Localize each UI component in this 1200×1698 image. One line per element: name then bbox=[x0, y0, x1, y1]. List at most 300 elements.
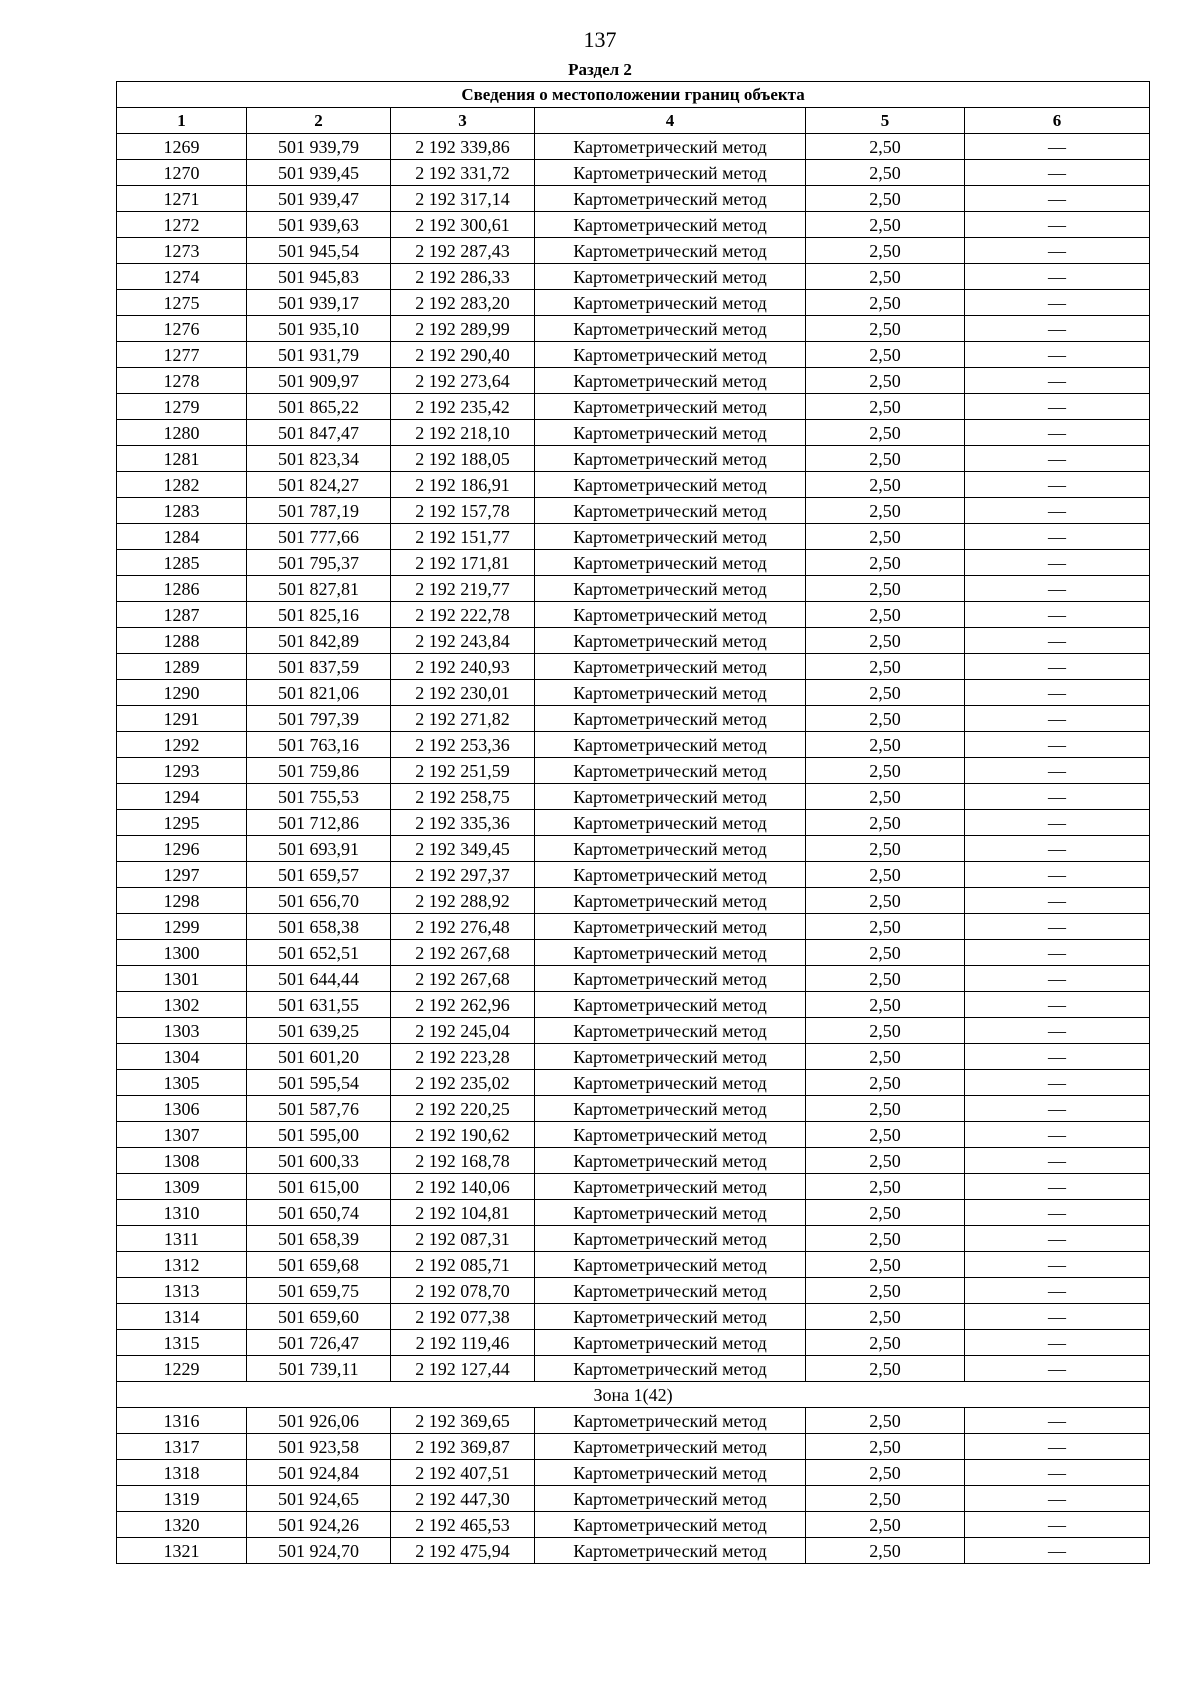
description-cell: — bbox=[965, 160, 1150, 186]
accuracy-cell: 2,50 bbox=[806, 810, 965, 836]
description-cell: — bbox=[965, 602, 1150, 628]
y-coordinate-cell: 2 192 331,72 bbox=[391, 160, 535, 186]
description-cell: — bbox=[965, 1200, 1150, 1226]
method-cell: Картометрический метод bbox=[535, 1044, 806, 1070]
accuracy-cell: 2,50 bbox=[806, 888, 965, 914]
x-coordinate-cell: 501 595,54 bbox=[247, 1070, 391, 1096]
table-row bbox=[117, 1096, 1150, 1122]
x-coordinate-cell: 501 797,39 bbox=[247, 706, 391, 732]
accuracy-cell: 2,50 bbox=[806, 1200, 965, 1226]
x-coordinate-cell: 501 787,19 bbox=[247, 498, 391, 524]
table-row bbox=[117, 1018, 1150, 1044]
description-cell: — bbox=[965, 1538, 1150, 1564]
y-coordinate-cell: 2 192 243,84 bbox=[391, 628, 535, 654]
accuracy-cell: 2,50 bbox=[806, 1304, 965, 1330]
description-cell: — bbox=[965, 1434, 1150, 1460]
y-coordinate-cell: 2 192 251,59 bbox=[391, 758, 535, 784]
method-cell: Картометрический метод bbox=[535, 1538, 806, 1564]
table-row bbox=[117, 316, 1150, 342]
x-coordinate-cell: 501 935,10 bbox=[247, 316, 391, 342]
description-cell: — bbox=[965, 550, 1150, 576]
y-coordinate-cell: 2 192 222,78 bbox=[391, 602, 535, 628]
y-coordinate-cell: 2 192 447,30 bbox=[391, 1486, 535, 1512]
table-row bbox=[117, 1148, 1150, 1174]
y-coordinate-cell: 2 192 267,68 bbox=[391, 940, 535, 966]
description-cell: — bbox=[965, 628, 1150, 654]
method-cell: Картометрический метод bbox=[535, 212, 806, 238]
table-row bbox=[117, 1408, 1150, 1434]
table-row bbox=[117, 1226, 1150, 1252]
method-cell: Картометрический метод bbox=[535, 472, 806, 498]
accuracy-cell: 2,50 bbox=[806, 602, 965, 628]
accuracy-cell: 2,50 bbox=[806, 940, 965, 966]
description-cell: — bbox=[965, 1278, 1150, 1304]
table-row bbox=[117, 576, 1150, 602]
column-header: 1 bbox=[117, 108, 247, 134]
description-cell: — bbox=[965, 1096, 1150, 1122]
method-cell: Картометрический метод bbox=[535, 862, 806, 888]
description-cell: — bbox=[965, 264, 1150, 290]
point-number-cell: 1312 bbox=[117, 1252, 247, 1278]
point-number-cell: 1289 bbox=[117, 654, 247, 680]
accuracy-cell: 2,50 bbox=[806, 186, 965, 212]
method-cell: Картометрический метод bbox=[535, 888, 806, 914]
table-title: Сведения о местоположении границ объекта bbox=[117, 82, 1150, 108]
x-coordinate-cell: 501 759,86 bbox=[247, 758, 391, 784]
method-cell: Картометрический метод bbox=[535, 342, 806, 368]
description-cell: — bbox=[965, 238, 1150, 264]
point-number-cell: 1284 bbox=[117, 524, 247, 550]
table-row bbox=[117, 186, 1150, 212]
y-coordinate-cell: 2 192 407,51 bbox=[391, 1460, 535, 1486]
accuracy-cell: 2,50 bbox=[806, 160, 965, 186]
table-row bbox=[117, 1538, 1150, 1564]
x-coordinate-cell: 501 650,74 bbox=[247, 1200, 391, 1226]
accuracy-cell: 2,50 bbox=[806, 1018, 965, 1044]
point-number-cell: 1291 bbox=[117, 706, 247, 732]
table-row bbox=[117, 420, 1150, 446]
point-number-cell: 1280 bbox=[117, 420, 247, 446]
y-coordinate-cell: 2 192 286,33 bbox=[391, 264, 535, 290]
x-coordinate-cell: 501 823,34 bbox=[247, 446, 391, 472]
table-row bbox=[117, 1252, 1150, 1278]
description-cell: — bbox=[965, 1512, 1150, 1538]
description-cell: — bbox=[965, 524, 1150, 550]
description-cell: — bbox=[965, 1044, 1150, 1070]
description-cell: — bbox=[965, 680, 1150, 706]
description-cell: — bbox=[965, 810, 1150, 836]
table-body bbox=[117, 134, 1150, 1564]
method-cell: Картометрический метод bbox=[535, 1330, 806, 1356]
accuracy-cell: 2,50 bbox=[806, 732, 965, 758]
point-number-cell: 1300 bbox=[117, 940, 247, 966]
point-number-cell: 1285 bbox=[117, 550, 247, 576]
method-cell: Картометрический метод bbox=[535, 368, 806, 394]
x-coordinate-cell: 501 763,16 bbox=[247, 732, 391, 758]
point-number-cell: 1299 bbox=[117, 914, 247, 940]
x-coordinate-cell: 501 931,79 bbox=[247, 342, 391, 368]
y-coordinate-cell: 2 192 300,61 bbox=[391, 212, 535, 238]
accuracy-cell: 2,50 bbox=[806, 550, 965, 576]
accuracy-cell: 2,50 bbox=[806, 706, 965, 732]
x-coordinate-cell: 501 842,89 bbox=[247, 628, 391, 654]
y-coordinate-cell: 2 192 218,10 bbox=[391, 420, 535, 446]
x-coordinate-cell: 501 659,57 bbox=[247, 862, 391, 888]
point-number-cell: 1305 bbox=[117, 1070, 247, 1096]
y-coordinate-cell: 2 192 220,25 bbox=[391, 1096, 535, 1122]
method-cell: Картометрический метод bbox=[535, 1512, 806, 1538]
point-number-cell: 1270 bbox=[117, 160, 247, 186]
table-row bbox=[117, 1460, 1150, 1486]
method-cell: Картометрический метод bbox=[535, 1460, 806, 1486]
description-cell: — bbox=[965, 498, 1150, 524]
description-cell: — bbox=[965, 654, 1150, 680]
accuracy-cell: 2,50 bbox=[806, 862, 965, 888]
table-row bbox=[117, 992, 1150, 1018]
point-number-cell: 1286 bbox=[117, 576, 247, 602]
table-row bbox=[117, 160, 1150, 186]
accuracy-cell: 2,50 bbox=[806, 1148, 965, 1174]
y-coordinate-cell: 2 192 253,36 bbox=[391, 732, 535, 758]
y-coordinate-cell: 2 192 290,40 bbox=[391, 342, 535, 368]
point-number-cell: 1272 bbox=[117, 212, 247, 238]
point-number-cell: 1320 bbox=[117, 1512, 247, 1538]
y-coordinate-cell: 2 192 369,65 bbox=[391, 1408, 535, 1434]
method-cell: Картометрический метод bbox=[535, 498, 806, 524]
accuracy-cell: 2,50 bbox=[806, 290, 965, 316]
y-coordinate-cell: 2 192 186,91 bbox=[391, 472, 535, 498]
point-number-cell: 1283 bbox=[117, 498, 247, 524]
y-coordinate-cell: 2 192 119,46 bbox=[391, 1330, 535, 1356]
point-number-cell: 1273 bbox=[117, 238, 247, 264]
description-cell: — bbox=[965, 758, 1150, 784]
table-row bbox=[117, 1356, 1150, 1382]
table-row bbox=[117, 732, 1150, 758]
table-row bbox=[117, 1278, 1150, 1304]
accuracy-cell: 2,50 bbox=[806, 342, 965, 368]
zone-label: Зона 1(42) bbox=[117, 1382, 1150, 1408]
point-number-cell: 1315 bbox=[117, 1330, 247, 1356]
description-cell: — bbox=[965, 1226, 1150, 1252]
description-cell: — bbox=[965, 992, 1150, 1018]
accuracy-cell: 2,50 bbox=[806, 1330, 965, 1356]
y-coordinate-cell: 2 192 339,86 bbox=[391, 134, 535, 160]
point-number-cell: 1303 bbox=[117, 1018, 247, 1044]
y-coordinate-cell: 2 192 151,77 bbox=[391, 524, 535, 550]
description-cell: — bbox=[965, 472, 1150, 498]
accuracy-cell: 2,50 bbox=[806, 446, 965, 472]
accuracy-cell: 2,50 bbox=[806, 654, 965, 680]
x-coordinate-cell: 501 847,47 bbox=[247, 420, 391, 446]
point-number-cell: 1282 bbox=[117, 472, 247, 498]
y-coordinate-cell: 2 192 283,20 bbox=[391, 290, 535, 316]
zone-row bbox=[117, 1382, 1150, 1408]
method-cell: Картометрический метод bbox=[535, 1018, 806, 1044]
method-cell: Картометрический метод bbox=[535, 524, 806, 550]
table-row bbox=[117, 1044, 1150, 1070]
accuracy-cell: 2,50 bbox=[806, 1096, 965, 1122]
section-title: Раздел 2 bbox=[568, 60, 632, 79]
point-number-cell: 1274 bbox=[117, 264, 247, 290]
x-coordinate-cell: 501 837,59 bbox=[247, 654, 391, 680]
x-coordinate-cell: 501 825,16 bbox=[247, 602, 391, 628]
table-row bbox=[117, 550, 1150, 576]
x-coordinate-cell: 501 658,39 bbox=[247, 1226, 391, 1252]
description-cell: — bbox=[965, 394, 1150, 420]
accuracy-cell: 2,50 bbox=[806, 1538, 965, 1564]
x-coordinate-cell: 501 595,00 bbox=[247, 1122, 391, 1148]
description-cell: — bbox=[965, 186, 1150, 212]
description-cell: — bbox=[965, 368, 1150, 394]
x-coordinate-cell: 501 939,45 bbox=[247, 160, 391, 186]
x-coordinate-cell: 501 923,58 bbox=[247, 1434, 391, 1460]
point-number-cell: 1271 bbox=[117, 186, 247, 212]
y-coordinate-cell: 2 192 258,75 bbox=[391, 784, 535, 810]
accuracy-cell: 2,50 bbox=[806, 394, 965, 420]
table-row bbox=[117, 1304, 1150, 1330]
method-cell: Картометрический метод bbox=[535, 706, 806, 732]
point-number-cell: 1279 bbox=[117, 394, 247, 420]
y-coordinate-cell: 2 192 235,42 bbox=[391, 394, 535, 420]
description-cell: — bbox=[965, 706, 1150, 732]
y-coordinate-cell: 2 192 127,44 bbox=[391, 1356, 535, 1382]
accuracy-cell: 2,50 bbox=[806, 1408, 965, 1434]
method-cell: Картометрический метод bbox=[535, 784, 806, 810]
accuracy-cell: 2,50 bbox=[806, 1122, 965, 1148]
method-cell: Картометрический метод bbox=[535, 654, 806, 680]
description-cell: — bbox=[965, 836, 1150, 862]
y-coordinate-cell: 2 192 289,99 bbox=[391, 316, 535, 342]
y-coordinate-cell: 2 192 104,81 bbox=[391, 1200, 535, 1226]
point-number-cell: 1306 bbox=[117, 1096, 247, 1122]
description-cell: — bbox=[965, 940, 1150, 966]
table-title-row bbox=[117, 82, 1150, 108]
accuracy-cell: 2,50 bbox=[806, 1512, 965, 1538]
method-cell: Картометрический метод bbox=[535, 1252, 806, 1278]
accuracy-cell: 2,50 bbox=[806, 264, 965, 290]
accuracy-cell: 2,50 bbox=[806, 1252, 965, 1278]
description-cell: — bbox=[965, 862, 1150, 888]
x-coordinate-cell: 501 945,83 bbox=[247, 264, 391, 290]
description-cell: — bbox=[965, 1460, 1150, 1486]
x-coordinate-cell: 501 824,27 bbox=[247, 472, 391, 498]
x-coordinate-cell: 501 712,86 bbox=[247, 810, 391, 836]
x-coordinate-cell: 501 755,53 bbox=[247, 784, 391, 810]
x-coordinate-cell: 501 924,65 bbox=[247, 1486, 391, 1512]
point-number-cell: 1307 bbox=[117, 1122, 247, 1148]
x-coordinate-cell: 501 924,70 bbox=[247, 1538, 391, 1564]
point-number-cell: 1314 bbox=[117, 1304, 247, 1330]
accuracy-cell: 2,50 bbox=[806, 212, 965, 238]
x-coordinate-cell: 501 587,76 bbox=[247, 1096, 391, 1122]
method-cell: Картометрический метод bbox=[535, 940, 806, 966]
method-cell: Картометрический метод bbox=[535, 602, 806, 628]
method-cell: Картометрический метод bbox=[535, 420, 806, 446]
point-number-cell: 1313 bbox=[117, 1278, 247, 1304]
description-cell: — bbox=[965, 1070, 1150, 1096]
y-coordinate-cell: 2 192 335,36 bbox=[391, 810, 535, 836]
x-coordinate-cell: 501 865,22 bbox=[247, 394, 391, 420]
table-row bbox=[117, 862, 1150, 888]
table-row bbox=[117, 394, 1150, 420]
description-cell: — bbox=[965, 576, 1150, 602]
method-cell: Картометрический метод bbox=[535, 290, 806, 316]
table-row bbox=[117, 706, 1150, 732]
column-header: 5 bbox=[806, 108, 965, 134]
y-coordinate-cell: 2 192 369,87 bbox=[391, 1434, 535, 1460]
table-row bbox=[117, 1434, 1150, 1460]
table-row bbox=[117, 1512, 1150, 1538]
accuracy-cell: 2,50 bbox=[806, 576, 965, 602]
y-coordinate-cell: 2 192 087,31 bbox=[391, 1226, 535, 1252]
x-coordinate-cell: 501 644,44 bbox=[247, 966, 391, 992]
point-number-cell: 1311 bbox=[117, 1226, 247, 1252]
method-cell: Картометрический метод bbox=[535, 1434, 806, 1460]
accuracy-cell: 2,50 bbox=[806, 992, 965, 1018]
description-cell: — bbox=[965, 342, 1150, 368]
point-number-cell: 1288 bbox=[117, 628, 247, 654]
description-cell: — bbox=[965, 1018, 1150, 1044]
x-coordinate-cell: 501 795,37 bbox=[247, 550, 391, 576]
accuracy-cell: 2,50 bbox=[806, 524, 965, 550]
description-cell: — bbox=[965, 1486, 1150, 1512]
table-row bbox=[117, 134, 1150, 160]
accuracy-cell: 2,50 bbox=[806, 1486, 965, 1512]
description-cell: — bbox=[965, 1148, 1150, 1174]
x-coordinate-cell: 501 600,33 bbox=[247, 1148, 391, 1174]
y-coordinate-cell: 2 192 245,04 bbox=[391, 1018, 535, 1044]
table-row bbox=[117, 368, 1150, 394]
method-cell: Картометрический метод bbox=[535, 1408, 806, 1434]
x-coordinate-cell: 501 945,54 bbox=[247, 238, 391, 264]
x-coordinate-cell: 501 631,55 bbox=[247, 992, 391, 1018]
description-cell: — bbox=[965, 290, 1150, 316]
description-cell: — bbox=[965, 212, 1150, 238]
method-cell: Картометрический метод bbox=[535, 576, 806, 602]
method-cell: Картометрический метод bbox=[535, 1200, 806, 1226]
y-coordinate-cell: 2 192 287,43 bbox=[391, 238, 535, 264]
point-number-cell: 1278 bbox=[117, 368, 247, 394]
method-cell: Картометрический метод bbox=[535, 732, 806, 758]
accuracy-cell: 2,50 bbox=[806, 1356, 965, 1382]
table-row bbox=[117, 602, 1150, 628]
table-row bbox=[117, 758, 1150, 784]
x-coordinate-cell: 501 909,97 bbox=[247, 368, 391, 394]
method-cell: Картометрический метод bbox=[535, 914, 806, 940]
table-row bbox=[117, 524, 1150, 550]
x-coordinate-cell: 501 639,25 bbox=[247, 1018, 391, 1044]
x-coordinate-cell: 501 615,00 bbox=[247, 1174, 391, 1200]
description-cell: — bbox=[965, 784, 1150, 810]
point-number-cell: 1292 bbox=[117, 732, 247, 758]
point-number-cell: 1302 bbox=[117, 992, 247, 1018]
method-cell: Картометрический метод bbox=[535, 264, 806, 290]
y-coordinate-cell: 2 192 262,96 bbox=[391, 992, 535, 1018]
method-cell: Картометрический метод bbox=[535, 758, 806, 784]
method-cell: Картометрический метод bbox=[535, 810, 806, 836]
x-coordinate-cell: 501 659,75 bbox=[247, 1278, 391, 1304]
x-coordinate-cell: 501 656,70 bbox=[247, 888, 391, 914]
method-cell: Картометрический метод bbox=[535, 550, 806, 576]
description-cell: — bbox=[965, 316, 1150, 342]
method-cell: Картометрический метод bbox=[535, 160, 806, 186]
table-row bbox=[117, 1330, 1150, 1356]
x-coordinate-cell: 501 924,26 bbox=[247, 1512, 391, 1538]
accuracy-cell: 2,50 bbox=[806, 368, 965, 394]
accuracy-cell: 2,50 bbox=[806, 758, 965, 784]
point-number-cell: 1304 bbox=[117, 1044, 247, 1070]
description-cell: — bbox=[965, 1174, 1150, 1200]
method-cell: Картометрический метод bbox=[535, 134, 806, 160]
accuracy-cell: 2,50 bbox=[806, 1044, 965, 1070]
accuracy-cell: 2,50 bbox=[806, 1070, 965, 1096]
description-cell: — bbox=[965, 1304, 1150, 1330]
accuracy-cell: 2,50 bbox=[806, 238, 965, 264]
x-coordinate-cell: 501 924,84 bbox=[247, 1460, 391, 1486]
method-cell: Картометрический метод bbox=[535, 1070, 806, 1096]
point-number-cell: 1310 bbox=[117, 1200, 247, 1226]
y-coordinate-cell: 2 192 297,37 bbox=[391, 862, 535, 888]
point-number-cell: 1321 bbox=[117, 1538, 247, 1564]
accuracy-cell: 2,50 bbox=[806, 420, 965, 446]
table-row bbox=[117, 888, 1150, 914]
method-cell: Картометрический метод bbox=[535, 1148, 806, 1174]
x-coordinate-cell: 501 939,47 bbox=[247, 186, 391, 212]
accuracy-cell: 2,50 bbox=[806, 1434, 965, 1460]
method-cell: Картометрический метод bbox=[535, 1304, 806, 1330]
description-cell: — bbox=[965, 134, 1150, 160]
method-cell: Картометрический метод bbox=[535, 1226, 806, 1252]
column-header: 2 bbox=[247, 108, 391, 134]
table-row bbox=[117, 810, 1150, 836]
accuracy-cell: 2,50 bbox=[806, 134, 965, 160]
accuracy-cell: 2,50 bbox=[806, 1460, 965, 1486]
point-number-cell: 1293 bbox=[117, 758, 247, 784]
column-header: 3 bbox=[391, 108, 535, 134]
y-coordinate-cell: 2 192 171,81 bbox=[391, 550, 535, 576]
y-coordinate-cell: 2 192 230,01 bbox=[391, 680, 535, 706]
y-coordinate-cell: 2 192 276,48 bbox=[391, 914, 535, 940]
x-coordinate-cell: 501 658,38 bbox=[247, 914, 391, 940]
x-coordinate-cell: 501 659,60 bbox=[247, 1304, 391, 1330]
accuracy-cell: 2,50 bbox=[806, 498, 965, 524]
y-coordinate-cell: 2 192 157,78 bbox=[391, 498, 535, 524]
point-number-cell: 1276 bbox=[117, 316, 247, 342]
column-header-row bbox=[117, 108, 1150, 134]
description-cell: — bbox=[965, 888, 1150, 914]
point-number-cell: 1316 bbox=[117, 1408, 247, 1434]
description-cell: — bbox=[965, 420, 1150, 446]
x-coordinate-cell: 501 827,81 bbox=[247, 576, 391, 602]
y-coordinate-cell: 2 192 240,93 bbox=[391, 654, 535, 680]
table-row bbox=[117, 1200, 1150, 1226]
point-number-cell: 1301 bbox=[117, 966, 247, 992]
boundary-table bbox=[116, 81, 1150, 1564]
x-coordinate-cell: 501 939,17 bbox=[247, 290, 391, 316]
point-number-cell: 1318 bbox=[117, 1460, 247, 1486]
table-row bbox=[117, 914, 1150, 940]
table-row bbox=[117, 1174, 1150, 1200]
point-number-cell: 1294 bbox=[117, 784, 247, 810]
y-coordinate-cell: 2 192 219,77 bbox=[391, 576, 535, 602]
accuracy-cell: 2,50 bbox=[806, 1174, 965, 1200]
table-row bbox=[117, 472, 1150, 498]
table-row bbox=[117, 1122, 1150, 1148]
y-coordinate-cell: 2 192 077,38 bbox=[391, 1304, 535, 1330]
method-cell: Картометрический метод bbox=[535, 628, 806, 654]
method-cell: Картометрический метод bbox=[535, 992, 806, 1018]
y-coordinate-cell: 2 192 168,78 bbox=[391, 1148, 535, 1174]
